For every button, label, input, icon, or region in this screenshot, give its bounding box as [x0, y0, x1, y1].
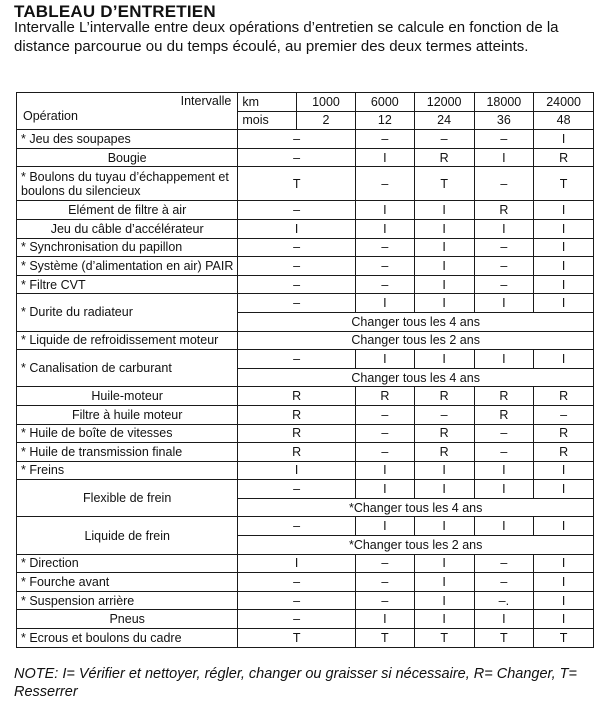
interval-cell: R — [534, 443, 594, 462]
header-intervalle: Intervalle — [180, 94, 232, 108]
km-value: 12000 — [414, 93, 474, 112]
table-row — [17, 219, 594, 238]
operation-label: Elément de filtre à air — [17, 201, 238, 220]
interval-cell: I — [355, 148, 414, 167]
interval-cell: R — [474, 201, 534, 220]
km-value: 24000 — [534, 93, 594, 112]
interval-cell: – — [238, 610, 356, 629]
interval-cell: R — [534, 424, 594, 443]
interval-cell: R — [474, 405, 534, 424]
mois-value: 36 — [474, 111, 534, 130]
interval-cell: – — [238, 517, 356, 536]
interval-cell: –. — [474, 591, 534, 610]
operation-label: Filtre à huile moteur — [17, 405, 238, 424]
interval-cell: I — [414, 294, 474, 313]
interval-cell: I — [414, 610, 474, 629]
interval-cell: I — [534, 257, 594, 276]
interval-cell: I — [534, 480, 594, 499]
operation-label: * Filtre CVT — [17, 275, 238, 294]
page-title: TABLEAU D’ENTRETIEN — [14, 2, 216, 21]
table-row — [17, 443, 594, 462]
table-row — [17, 629, 594, 648]
interval-cell: I — [534, 294, 594, 313]
operation-label: Jeu du câble d’accélérateur — [17, 219, 238, 238]
mois-value: 48 — [534, 111, 594, 130]
operation-label: * Direction — [17, 554, 238, 573]
table-row — [17, 148, 594, 167]
interval-cell: – — [238, 480, 356, 499]
interval-cell: – — [238, 130, 356, 149]
interval-cell: – — [355, 443, 414, 462]
operation-label: * Synchronisation du papillon — [17, 238, 238, 257]
header-corner-cell — [17, 93, 238, 130]
interval-cell: I — [414, 219, 474, 238]
operation-label: Bougie — [17, 148, 238, 167]
mois-value: 24 — [414, 111, 474, 130]
interval-cell: – — [474, 238, 534, 257]
interval-cell: T — [534, 629, 594, 648]
interval-cell: I — [474, 461, 534, 480]
interval-cell: – — [238, 294, 356, 313]
interval-cell: – — [238, 573, 356, 592]
interval-cell: I — [534, 610, 594, 629]
interval-cell: – — [355, 130, 414, 149]
km-value: 18000 — [474, 93, 534, 112]
table-row — [17, 238, 594, 257]
interval-cell: I — [355, 219, 414, 238]
operation-label: * Freins — [17, 461, 238, 480]
interval-cell: – — [355, 238, 414, 257]
interval-cell: I — [355, 517, 414, 536]
table-row — [17, 591, 594, 610]
interval-cell: R — [355, 387, 414, 406]
operation-label: Pneus — [17, 610, 238, 629]
interval-cell: I — [474, 219, 534, 238]
operation-label: * Fourche avant — [17, 573, 238, 592]
interval-cell: – — [355, 424, 414, 443]
interval-cell: R — [238, 405, 356, 424]
interval-cell: I — [534, 517, 594, 536]
interval-cell: I — [534, 275, 594, 294]
interval-cell: I — [474, 350, 534, 369]
table-row — [17, 405, 594, 424]
interval-cell: – — [355, 554, 414, 573]
interval-cell: I — [414, 350, 474, 369]
interval-cell: I — [534, 573, 594, 592]
interval-cell: – — [414, 130, 474, 149]
interval-cell: – — [474, 554, 534, 573]
interval-cell: – — [238, 201, 356, 220]
unit-mois: mois — [238, 111, 297, 130]
intro-text: Intervalle L’intervalle entre deux opérations d’entretien se calcule en fonction de la distance parcourue ou du temps écoulé, au premier des deux termes atteints. — [14, 19, 559, 55]
table-body — [17, 93, 594, 648]
interval-cell: I — [414, 201, 474, 220]
interval-cell: R — [238, 387, 356, 406]
interval-cell: I — [474, 517, 534, 536]
interval-cell: I — [534, 350, 594, 369]
interval-cell: R — [534, 148, 594, 167]
interval-cell: T — [238, 167, 356, 201]
replacement-note: Changer tous les 4 ans — [238, 368, 594, 387]
interval-cell: R — [414, 387, 474, 406]
table-row — [17, 331, 594, 350]
interval-cell: T — [414, 629, 474, 648]
operation-label: Liquide de frein — [17, 517, 238, 554]
interval-cell: – — [238, 257, 356, 276]
interval-cell: I — [534, 461, 594, 480]
operation-label: * Huile de boîte de vitesses — [17, 424, 238, 443]
operation-label: * Jeu des soupapes — [17, 130, 238, 149]
interval-cell: R — [414, 424, 474, 443]
interval-cell: I — [414, 573, 474, 592]
interval-cell: T — [474, 629, 534, 648]
table-row — [17, 480, 594, 499]
interval-cell: – — [355, 405, 414, 424]
operation-label: Flexible de frein — [17, 480, 238, 517]
replacement-note: *Changer tous les 2 ans — [238, 536, 594, 555]
interval-cell: – — [238, 148, 356, 167]
table-row — [17, 424, 594, 443]
interval-cell: I — [414, 461, 474, 480]
replacement-note: *Changer tous les 4 ans — [238, 498, 594, 517]
km-value: 1000 — [297, 93, 356, 112]
interval-cell: – — [474, 275, 534, 294]
table-row — [17, 387, 594, 406]
operation-label: * Canalisation de carburant — [17, 350, 238, 387]
operation-label: * Ecrous et boulons du cadre — [17, 629, 238, 648]
interval-cell: I — [534, 219, 594, 238]
interval-cell: – — [355, 591, 414, 610]
operation-label: * Suspension arrière — [17, 591, 238, 610]
interval-cell: I — [534, 130, 594, 149]
mois-value: 2 — [297, 111, 356, 130]
interval-cell: I — [414, 517, 474, 536]
interval-cell: I — [474, 480, 534, 499]
table-row — [17, 257, 594, 276]
interval-cell: – — [474, 130, 534, 149]
header-row-km — [17, 93, 594, 112]
interval-cell: I — [474, 294, 534, 313]
interval-cell: I — [534, 238, 594, 257]
operation-label: * Système (d’alimentation en air) PAIR — [17, 257, 238, 276]
replacement-note: Changer tous les 2 ans — [238, 331, 594, 350]
replacement-note: Changer tous les 4 ans — [238, 312, 594, 331]
interval-cell: – — [238, 591, 356, 610]
interval-cell: I — [355, 480, 414, 499]
table-row — [17, 517, 594, 536]
interval-cell: I — [355, 461, 414, 480]
interval-cell: I — [414, 257, 474, 276]
interval-cell: I — [355, 201, 414, 220]
table-row — [17, 461, 594, 480]
interval-cell: I — [414, 554, 474, 573]
interval-cell: I — [355, 350, 414, 369]
interval-cell: – — [474, 573, 534, 592]
table-row — [17, 350, 594, 369]
interval-cell: I — [414, 238, 474, 257]
table-row — [17, 130, 594, 149]
interval-cell: I — [474, 148, 534, 167]
table-row — [17, 294, 594, 313]
interval-cell: I — [534, 591, 594, 610]
interval-cell: – — [238, 275, 356, 294]
interval-cell: I — [355, 294, 414, 313]
interval-cell: – — [355, 573, 414, 592]
operation-label: * Boulons du tuyau d’échappement et boulons du silencieux — [17, 167, 238, 201]
unit-km: km — [238, 93, 297, 112]
interval-cell: – — [355, 257, 414, 276]
table-row — [17, 275, 594, 294]
operation-label: * Huile de transmission finale — [17, 443, 238, 462]
interval-cell: I — [414, 591, 474, 610]
interval-cell: I — [238, 461, 356, 480]
interval-cell: – — [355, 167, 414, 201]
interval-cell: I — [238, 554, 356, 573]
table-row — [17, 167, 594, 201]
interval-cell: – — [534, 405, 594, 424]
interval-cell: – — [474, 167, 534, 201]
interval-cell: – — [474, 257, 534, 276]
interval-cell: R — [238, 424, 356, 443]
interval-cell: I — [534, 201, 594, 220]
interval-cell: – — [238, 350, 356, 369]
interval-cell: I — [414, 480, 474, 499]
interval-cell: – — [474, 424, 534, 443]
interval-cell: R — [534, 387, 594, 406]
interval-cell: I — [414, 275, 474, 294]
interval-cell: T — [414, 167, 474, 201]
interval-cell: – — [355, 275, 414, 294]
operation-label: Huile-moteur — [17, 387, 238, 406]
table-row — [17, 610, 594, 629]
header-operation: Opération — [23, 109, 78, 123]
table-row — [17, 554, 594, 573]
interval-cell: T — [238, 629, 356, 648]
interval-cell: R — [238, 443, 356, 462]
interval-cell: R — [474, 387, 534, 406]
table-row — [17, 201, 594, 220]
interval-cell: – — [238, 238, 356, 257]
interval-cell: I — [238, 219, 356, 238]
interval-cell: R — [414, 443, 474, 462]
km-value: 6000 — [355, 93, 414, 112]
maintenance-table — [16, 92, 594, 648]
operation-label: * Durite du radiateur — [17, 294, 238, 331]
table-row — [17, 573, 594, 592]
interval-cell: – — [414, 405, 474, 424]
interval-cell: I — [355, 610, 414, 629]
interval-cell: R — [414, 148, 474, 167]
mois-value: 12 — [355, 111, 414, 130]
interval-cell: I — [534, 554, 594, 573]
interval-cell: – — [474, 443, 534, 462]
interval-cell: T — [534, 167, 594, 201]
operation-label: * Liquide de refroidissement moteur — [17, 331, 238, 350]
interval-cell: T — [355, 629, 414, 648]
interval-cell: I — [474, 610, 534, 629]
legend-note: NOTE: I= Vérifier et nettoyer, régler, changer ou graisser si nécessaire, R= Changer, T= Resserrer — [14, 666, 577, 700]
